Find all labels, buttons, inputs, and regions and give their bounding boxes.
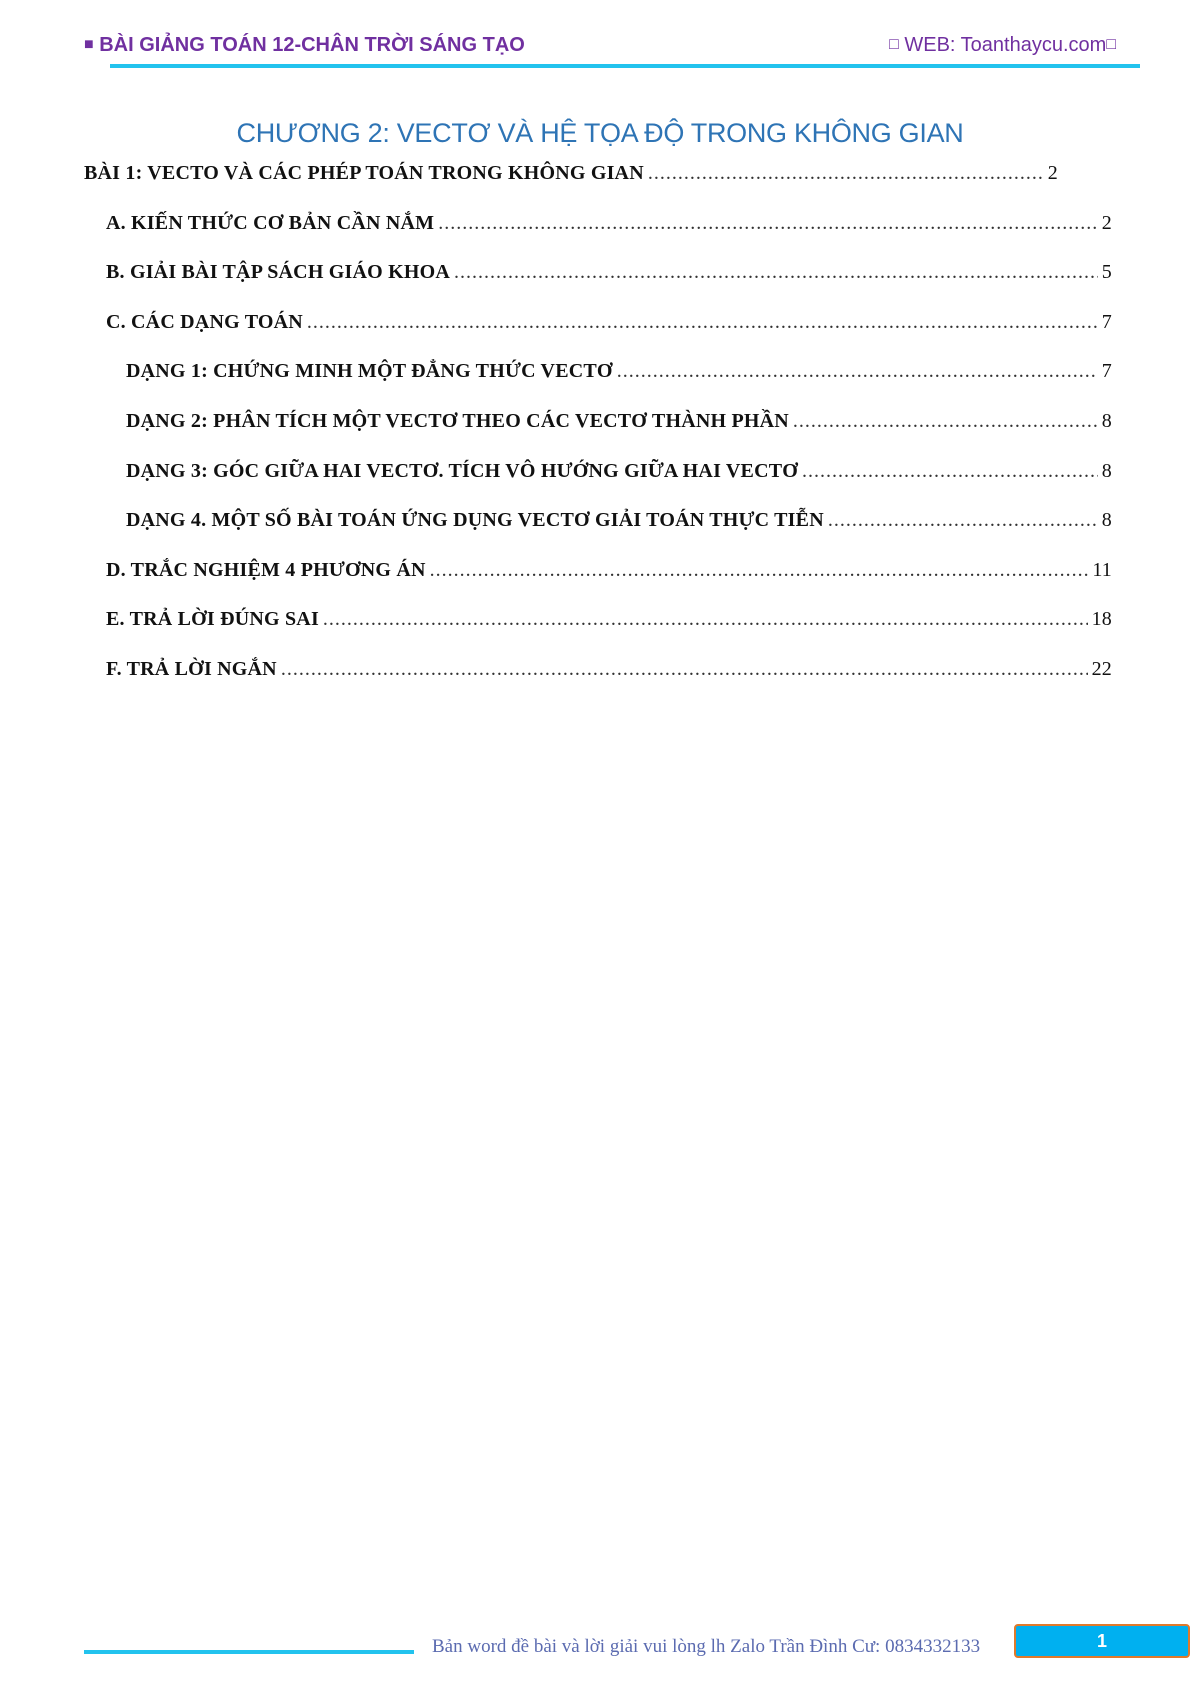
toc-entry[interactable]: [106, 658, 1112, 681]
toc-entry-page: 18: [1091, 608, 1112, 631]
toc-entry[interactable]: [106, 559, 1112, 582]
toc-leader-dots: [454, 261, 1098, 284]
page-number: 1: [1096, 1630, 1107, 1651]
header-right: [889, 34, 1116, 57]
toc-entry-label: DẠNG 4. MỘT SỐ BÀI TOÁN ỨNG DỤNG VECTƠ GIẢI TOÁN THỰC TIỄN: [126, 509, 824, 532]
footer-text: Bản word đề bài và lời giải vui lòng lh Zalo Trần Đình Cư: 0834332133: [432, 1636, 981, 1657]
toc-entry[interactable]: [126, 460, 1112, 483]
toc-entry-label: D. TRẮC NGHIỆM 4 PHƯƠNG ÁN: [106, 558, 426, 581]
toc-leader-dots: [793, 410, 1098, 433]
header-left: [84, 34, 525, 57]
footer-rule: [84, 1650, 414, 1654]
toc-entry-label: BÀI 1: VECTO VÀ CÁC PHÉP TOÁN TRONG KHÔNG GIAN: [84, 162, 644, 184]
toc-entry-page: 5: [1101, 261, 1112, 284]
toc-entry-page: 8: [1101, 509, 1112, 532]
toc-entry[interactable]: [106, 261, 1112, 284]
book-icon: ■: [84, 36, 94, 53]
toc-leader-dots: [281, 658, 1088, 681]
toc-leader-dots: [323, 608, 1088, 631]
toc-entry[interactable]: [84, 162, 1058, 185]
toc-entry[interactable]: [126, 410, 1112, 433]
toc-entry-label: F. TRẢ LỜI NGẮN: [106, 658, 277, 680]
globe-icon: □: [889, 36, 899, 53]
toc-entry[interactable]: [106, 311, 1112, 334]
toc-entry-label: A. KIẾN THỨC CƠ BẢN CẦN NẮM: [106, 211, 435, 234]
toc-leader-dots: [438, 212, 1098, 235]
toc-entry-page: 2: [1101, 211, 1112, 234]
toc-leader-dots: [307, 311, 1098, 334]
header-right-text: WEB: Toanthaycu.com: [904, 34, 1107, 56]
header-rule: [110, 64, 1140, 68]
toc-entry-page: 8: [1101, 459, 1112, 482]
toc-entry[interactable]: [126, 360, 1112, 383]
toc-entry-label: DẠNG 3: GÓC GIỮA HAI VECTƠ. TÍCH VÔ HƯỚNG GIỮA HAI VECTƠ: [126, 459, 799, 482]
header-left-text: BÀI GIẢNG TOÁN 12-CHÂN TRỜI SÁNG TẠO: [99, 34, 525, 56]
chapter-title: CHƯƠNG 2: VECTƠ VÀ HỆ TỌA ĐỘ TRONG KHÔNG GIAN: [236, 118, 964, 148]
toc-entry-label: C. CÁC DẠNG TOÁN: [106, 310, 303, 333]
toc-entry[interactable]: [126, 509, 1112, 532]
toc-entry-page: 8: [1101, 410, 1112, 432]
toc-entry-label: B. GIẢI BÀI TẬP SÁCH GIÁO KHOA: [106, 261, 451, 284]
toc-leader-dots: [430, 559, 1089, 582]
toc-leader-dots: [828, 509, 1098, 532]
toc-entry[interactable]: [106, 212, 1112, 235]
page-number-box: [1014, 1624, 1190, 1658]
toc-leader-dots: [802, 460, 1098, 483]
toc-entry-page: 22: [1091, 658, 1112, 680]
toc-entry-label: DẠNG 2: PHÂN TÍCH MỘT VECTƠ THEO CÁC VECTƠ THÀNH PHẦN: [126, 410, 789, 432]
toc-entry-label: E. TRẢ LỜI ĐÚNG SAI: [106, 608, 319, 631]
toc-entry-page: 7: [1101, 310, 1112, 333]
toc-entry-label: DẠNG 1: CHỨNG MINH MỘT ĐẲNG THỨC VECTƠ: [126, 360, 613, 383]
toc-entry-page: 11: [1092, 558, 1112, 581]
toc-leader-dots: [617, 360, 1098, 383]
toc-entry[interactable]: [106, 608, 1112, 631]
toc-entry-page: 2: [1047, 162, 1058, 184]
toc-leader-dots: [648, 162, 1044, 185]
toc-entry-page: 7: [1101, 360, 1112, 383]
end-glyph-icon: □: [1106, 36, 1116, 53]
